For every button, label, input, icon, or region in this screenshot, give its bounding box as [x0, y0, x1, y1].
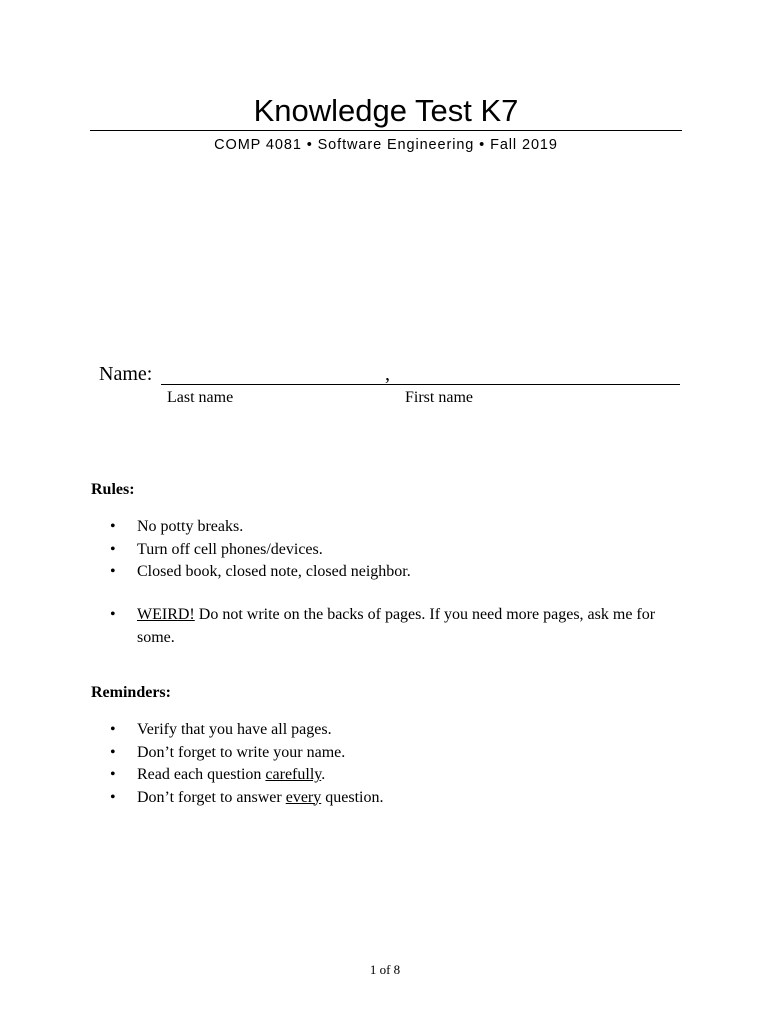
list-item	[109, 742, 679, 765]
reminder-text: Verify that you have all pages.	[137, 721, 332, 738]
document-title: Knowledge Test K7	[253, 93, 519, 128]
list-item	[109, 516, 679, 539]
bullet-icon: •	[110, 721, 116, 738]
bullet-icon: •	[110, 766, 116, 783]
rule-text: No potty breaks.	[137, 518, 244, 535]
list-item	[109, 561, 679, 584]
every-emphasis: every	[285, 788, 322, 806]
rules-weird-list	[109, 604, 679, 649]
bullet-icon: •	[110, 788, 116, 806]
weird-emphasis: WEIRD!	[137, 606, 195, 623]
list-item	[109, 604, 679, 649]
rule-text: Do not write on the backs of pages. If you need more pages, ask me for some.	[137, 606, 656, 646]
reminder-text-end: .	[321, 766, 326, 783]
bullet-icon: •	[110, 518, 116, 535]
name-label: Name:	[99, 363, 153, 385]
carefully-emphasis: carefully	[265, 766, 322, 783]
reminders-heading: Reminders:	[91, 684, 171, 701]
reminder-text: Read each question	[137, 766, 266, 783]
rule-text: Turn off cell phones/devices.	[137, 540, 323, 558]
rules-list	[109, 516, 679, 584]
bullet-icon: •	[110, 743, 116, 761]
bullet-icon: •	[110, 606, 116, 623]
reminder-text: Don’t forget to answer	[137, 788, 286, 806]
reminder-text-end: question.	[321, 788, 384, 806]
title-divider	[90, 130, 682, 131]
page-number: 1 of 8	[369, 962, 401, 977]
bullet-icon: •	[110, 540, 116, 558]
reminders-list	[109, 719, 679, 809]
name-separator: ,	[385, 363, 390, 385]
course-subtitle: COMP 4081 • Software Engineering • Fall 2019	[214, 137, 558, 153]
reminder-text: Don’t forget to write your name.	[137, 743, 346, 761]
rules-heading: Rules:	[91, 481, 135, 498]
list-item	[109, 539, 679, 562]
rule-text: Closed book, closed note, closed neighbor.	[137, 563, 411, 580]
list-item	[109, 787, 679, 810]
first-name-label: First name	[405, 389, 473, 406]
last-name-label: Last name	[167, 389, 234, 406]
name-write-line	[161, 384, 680, 385]
list-item	[109, 764, 679, 787]
list-item	[109, 719, 679, 742]
bullet-icon: •	[110, 563, 116, 580]
